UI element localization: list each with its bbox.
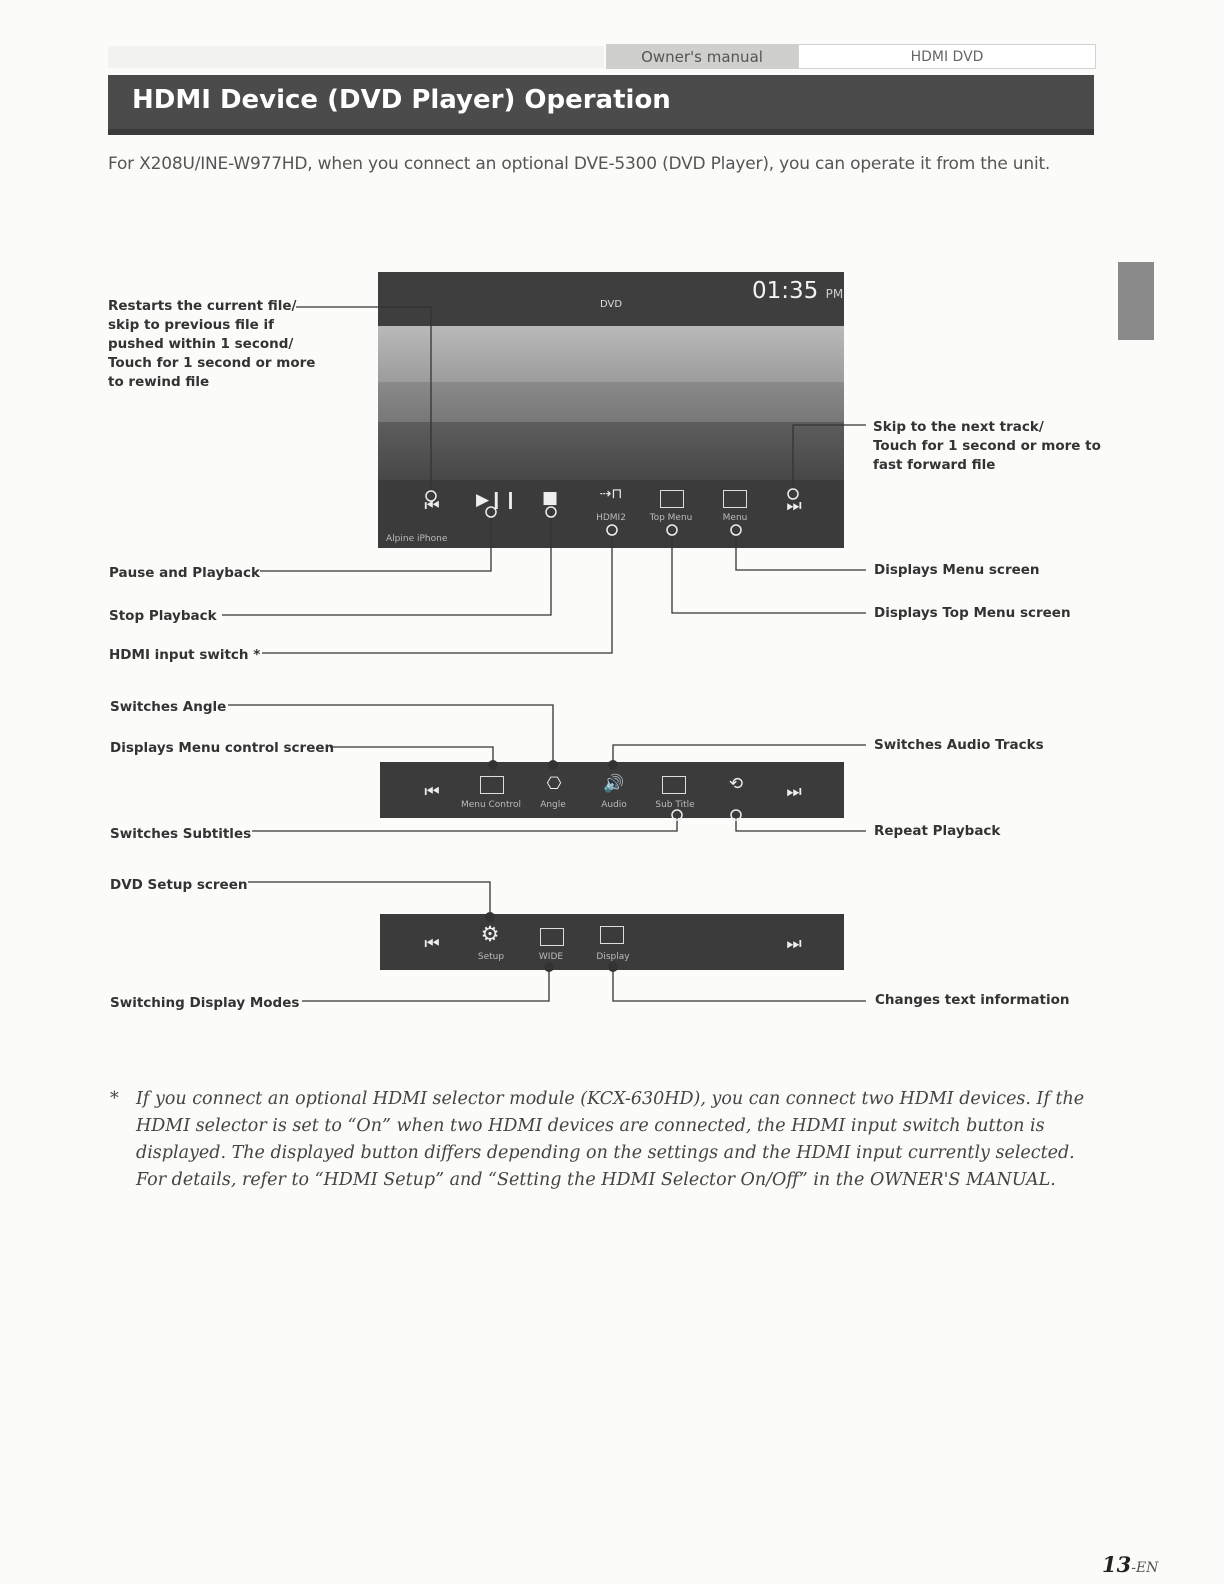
- footnote-text: If you connect an optional HDMI selector module (KCX-630HD), you can connect two HDMI devices. If the HDMI selector is set to “On” when two HDMI devices are connected, the HDMI input switch button is displayed. The displayed button differs depending on the settings and the HDMI input currently selected. For details, refer to “HDMI Setup” and “Setting the HDMI Selector On/Off” in the OWNER'S MANUAL.: [136, 1089, 1085, 1190]
- wide-caption: WIDE: [538, 952, 564, 962]
- callout-display-modes: Switching Display Modes: [110, 995, 300, 1011]
- callout-hdmi: HDMI input switch *: [109, 647, 261, 663]
- callout-skip-next: Skip to the next track/ Touch for 1 second or more to fast forward file: [873, 419, 1101, 473]
- page-title: HDMI Device (DVD Player) Operation: [132, 85, 671, 115]
- section-tab: HDMI DVD: [798, 44, 1096, 69]
- top-menu-caption: Top Menu: [649, 513, 693, 523]
- intro-text: For X208U/INE-W977HD, when you connect an optional DVE-5300 (DVD Player), you can operate it from the unit.: [108, 154, 1051, 174]
- stop-icon[interactable]: ■: [541, 488, 559, 508]
- hdmi-caption: HDMI2: [596, 513, 626, 523]
- skip-previous-icon[interactable]: ⏮: [424, 782, 440, 802]
- skip-previous-icon[interactable]: ⏮: [424, 496, 440, 516]
- subtitle-caption: Sub Title: [655, 800, 695, 810]
- skip-next-icon[interactable]: ⏭: [786, 782, 802, 802]
- manual-tab: Owner's manual: [606, 44, 798, 69]
- callout-restart: Restarts the current file/ skip to previous file if pushed within 1 second/ Touch for 1 second or more to rewind file: [108, 298, 316, 390]
- page-number-suffix: -EN: [1131, 1560, 1159, 1576]
- display-caption: Display: [596, 952, 630, 962]
- menu-control-caption: Menu Control: [460, 800, 522, 810]
- skip-previous-icon[interactable]: ⏮: [424, 934, 440, 954]
- footnote: [112, 1086, 1102, 1194]
- hdmi-switch-icon[interactable]: ⇢⊓: [599, 486, 623, 502]
- callout-menu: Displays Menu screen: [874, 562, 1040, 578]
- page-number: [1102, 1552, 1158, 1577]
- angle-caption: Angle: [540, 800, 566, 810]
- skip-next-icon[interactable]: ⏭: [786, 496, 802, 516]
- page-number-value: 13: [1102, 1552, 1132, 1577]
- gear-icon[interactable]: ⚙: [480, 922, 500, 946]
- audio-icon[interactable]: 🔊: [603, 774, 625, 794]
- skip-next-icon[interactable]: ⏭: [786, 934, 802, 954]
- setup-caption: Setup: [477, 952, 505, 962]
- play-pause-icon[interactable]: ▶❙❙: [476, 490, 518, 510]
- callout-top-menu: Displays Top Menu screen: [874, 605, 1071, 621]
- callout-text-info: Changes text information: [875, 992, 1070, 1008]
- callout-stop: Stop Playback: [109, 608, 217, 624]
- clock-time: 01:35: [752, 278, 819, 304]
- callout-subtitles: Switches Subtitles: [110, 826, 252, 842]
- callout-menu-control: Displays Menu control screen: [110, 740, 335, 756]
- callout-angle: Switches Angle: [110, 699, 227, 715]
- callout-pause: Pause and Playback: [109, 565, 260, 581]
- callout-repeat: Repeat Playback: [874, 823, 1001, 839]
- audio-caption: Audio: [601, 800, 627, 810]
- source-label: DVD: [600, 299, 623, 310]
- callout-setup: DVD Setup screen: [110, 877, 248, 893]
- angle-icon[interactable]: ⎔: [546, 774, 562, 794]
- clock-ampm: PM: [825, 287, 844, 301]
- footer-source: Alpine iPhone: [386, 534, 448, 544]
- footnote-marker: *: [110, 1089, 119, 1109]
- callout-audio: Switches Audio Tracks: [874, 737, 1044, 753]
- menu-caption: Menu: [722, 513, 748, 523]
- repeat-icon[interactable]: ⟲: [728, 774, 744, 794]
